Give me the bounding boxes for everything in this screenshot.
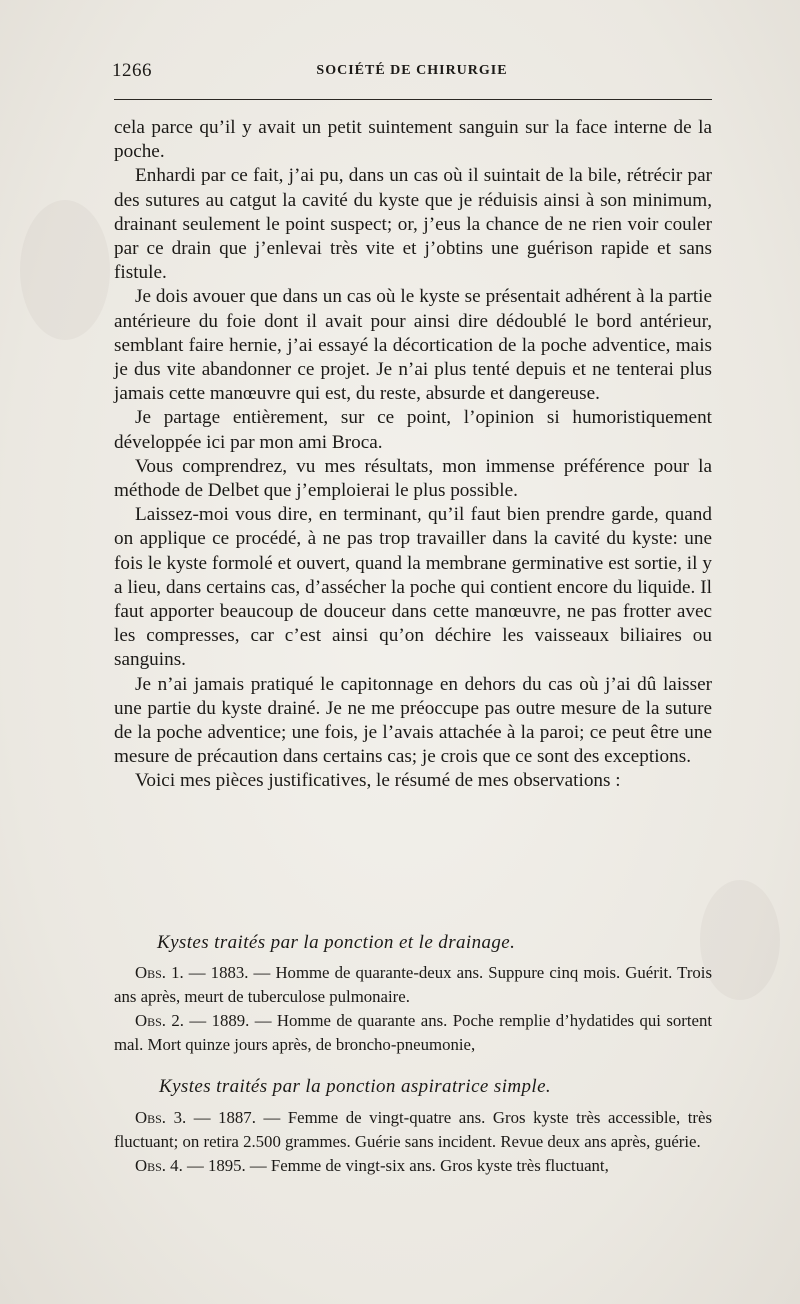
observation-label: Obs. 2. — [135, 1011, 184, 1030]
paragraph: Voici mes pièces justificatives, le résumé de mes observations : — [135, 770, 621, 792]
running-head: SOCIÉTÉ DE CHIRURGIE — [316, 63, 508, 78]
paragraph: Laissez-moi vous dire, en terminant, qu’il faut bien prendre garde, quand on applique ce procédé, à ne pas trop travailler dans la cavité du kyste: une fois le kyste formolé et ouvert, quand la membrane germinative est sortie, il y a lieu, dans certains cas, d’assécher la poche qui contient encore du liquide. Il faut apporter beaucoup de douceur dans cette manœuvre, ne pas frotter avec les compresses, car c’est ainsi qu’on déchire les vaisseaux biliaires ou sanguins. — [114, 504, 712, 671]
observations-block — [114, 961, 712, 1057]
paragraph: Je dois avouer que dans un cas où le kyste se présentait adhérent à la partie antérieure du foie dont il avait pour ainsi dire dédoublé le bord antérieur, semblant faire hernie, j’ai essayé la décortication de la poche adventice, mais je dus vite abandonner ce projet. Je n’ai plus tenté depuis et ne tenterai plus jamais cette manœuvre qui est, du reste, absurde et dangereuse. — [114, 286, 712, 405]
paragraph: Enhardi par ce fait, j’ai pu, dans un cas où il suintait de la bile, rétrécir par des sutures au catgut la cavité du kyste que je réduisis ainsi à son minimum, drainant seulement le point suspect; or, j’eus la chance de ne rien voir couler par ce drain que j’enlevai très vite et j’obtins une guérison rapide et sans fistule. — [114, 165, 712, 284]
page-header — [112, 60, 712, 86]
observation — [114, 1009, 712, 1057]
observation — [114, 1106, 712, 1154]
observation-text: — 1887. — Femme de vingt-quatre ans. Gros kyste très accessible, très fluctuant; on retira 2.500 grammes. Guérie sans incident. Revue deux ans après, guérie. — [114, 1108, 712, 1151]
body-text — [114, 116, 712, 794]
observation-text: — 1889. — Homme de quarante ans. Poche remplie d’hydatides qui sortent mal. Mort quinze jours après, de broncho-pneumonie, — [114, 1011, 712, 1054]
observation-text: — 1895. — Femme de vingt-six ans. Gros kyste très fluctuant, — [182, 1156, 609, 1175]
paragraph: Vous comprendrez, vu mes résultats, mon immense préférence pour la méthode de Delbet que j’emploierai le plus possible. — [114, 455, 712, 502]
paragraph: Je n’ai jamais pratiqué le capitonnage en dehors du cas où j’ai dû laisser une partie du kyste drainé. Je ne me préoccupe pas outre mesure de la suture de la poche adventice; une fois, je l’avais attachée à la paroi; ce peut être une mesure de précaution dans certains cas; je crois que ce sont des exceptions. — [114, 673, 712, 768]
observations-block — [114, 1106, 712, 1178]
paragraph: Je partage entièrement, sur ce point, l’opinion si humoristiquement développée ici par mon ami Broca. — [114, 407, 712, 453]
observation-label: Obs. 3. — [135, 1108, 187, 1127]
paper-stain — [20, 200, 110, 340]
observation-label: Obs. 4. — [135, 1156, 183, 1175]
header-rule — [114, 99, 712, 100]
paragraph: cela parce qu’il y avait un petit suintement sanguin sur la face interne de la poche. — [114, 117, 712, 163]
section-heading: Kystes traités par la ponction aspiratrice simple. — [159, 1076, 552, 1097]
section-heading: Kystes traités par la ponction et le drainage. — [157, 932, 516, 953]
observation — [114, 1154, 712, 1178]
observation — [114, 961, 712, 1009]
observation-text: — 1883. — Homme de quarante-deux ans. Suppure cinq mois. Guérit. Trois ans après, meurt de tuberculose pulmonaire. — [114, 963, 712, 1006]
observation-label: Obs. 1. — [135, 963, 184, 982]
page-number: 1266 — [112, 60, 152, 81]
paper-stain — [700, 880, 780, 1000]
